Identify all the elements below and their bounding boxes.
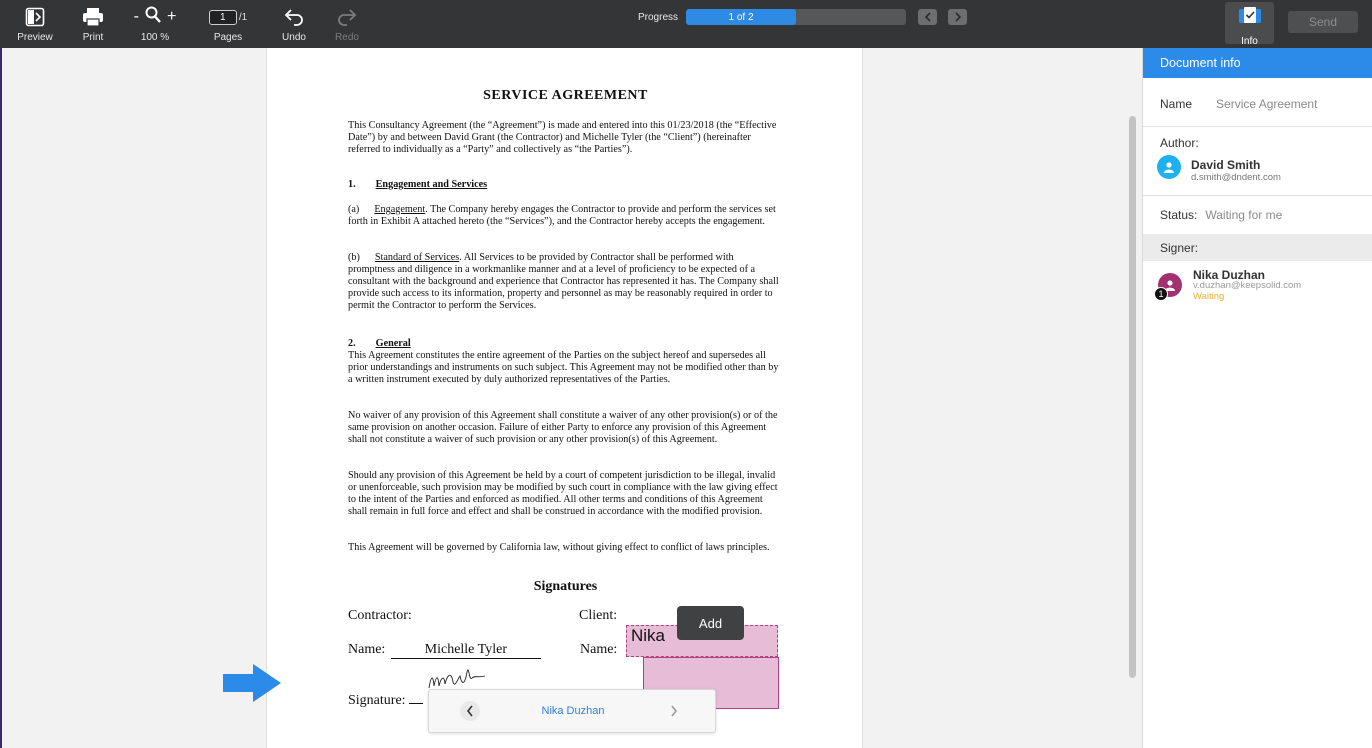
divider — [1143, 195, 1372, 196]
general-paragraph-2: No waiver of any provision of this Agreement shall constitute a waiver of any other provision(s) or of the same provision on another occasion. Failure of either Party to enforce any provision of this Agreement shall not constitute a waiver of such provision or any other provision(s) of this Agreement. — [348, 410, 778, 445]
signer-header: Signer: — [1143, 234, 1372, 261]
preview-icon — [25, 6, 45, 28]
divider — [1143, 126, 1372, 127]
client-name-label: Name: — [580, 642, 618, 657]
section-2-heading — [348, 338, 411, 349]
name-row — [1160, 97, 1317, 111]
next-signer-button[interactable] — [664, 701, 684, 721]
page-number-input[interactable]: 1 — [209, 10, 237, 25]
chevron-left-icon — [466, 705, 474, 717]
general-paragraph-3: Should any provision of this Agreement be held by a court of competent jurisdiction to be illegal, invalid or unenforceable, such provision may be modified by such court in compliance with the law giving effect to the intent of the Parties and enforced as modified. All other terms and conditions of this Agreement shall remain in full force and effect and shall be construed in accordance with the modified provision. — [348, 470, 778, 517]
paragraph-b-term: Standard of Services — [374, 252, 460, 263]
signature-line — [348, 693, 423, 709]
printer-icon — [82, 6, 104, 28]
undo-icon — [283, 6, 305, 28]
info-button[interactable] — [1225, 2, 1274, 47]
print-label: Print — [82, 32, 104, 43]
progress-bar — [686, 9, 906, 25]
signer-field-text: Nika — [631, 626, 666, 645]
document-page — [266, 48, 863, 748]
info-label: Info — [1241, 36, 1258, 47]
signer-selector — [428, 689, 716, 733]
status-label: Status: — [1160, 208, 1198, 222]
signer-order-badge: 1 — [1154, 287, 1168, 301]
document-title: SERVICE AGREEMENT — [483, 88, 648, 103]
author-email: d.smith@dndent.com — [1191, 172, 1281, 183]
progress-label: Progress — [638, 12, 679, 23]
toolbar — [0, 0, 1372, 48]
window-edge — [0, 48, 2, 748]
author-name: David Smith — [1191, 158, 1261, 172]
section-1-heading — [348, 179, 487, 190]
preview-button[interactable] — [16, 0, 54, 48]
zoom-level: 100 % — [140, 32, 170, 43]
section-2-number: 2. — [348, 338, 356, 349]
vertical-scrollbar[interactable] — [1129, 116, 1136, 678]
paragraph-a-term: Engagement — [374, 204, 426, 215]
section-1-title: Engagement and Services — [375, 179, 488, 190]
general-paragraph-4: This Agreement will be governed by California law, without giving effect to conflict of laws principles. — [348, 542, 770, 553]
signature-label: Signature: — [348, 693, 406, 708]
zoom-in-button[interactable]: + — [166, 8, 177, 25]
pages-label: Pages — [213, 32, 243, 43]
contractor-name-line — [348, 642, 541, 659]
name-label: Name — [1160, 97, 1193, 111]
contractor-name-label: Name: — [348, 642, 386, 657]
page-total: /1 — [238, 11, 248, 23]
redo-label: Redo — [335, 32, 359, 43]
paragraph-b-mark: (b) — [348, 252, 360, 263]
paragraph-a-mark: (a) — [348, 204, 360, 215]
zoom-out-button[interactable]: - — [133, 8, 139, 25]
undo-button[interactable] — [280, 0, 308, 48]
signer-status: Waiting — [1193, 291, 1225, 302]
status-row — [1160, 208, 1282, 222]
section-1-number: 1. — [348, 179, 356, 190]
paragraph-a-text: . The Company hereby engages the Contractor to provide and perform the services set forth in Exhibit A attached hereto (the “Services”), and the Contractor hereby accepts the engagement. — [348, 204, 776, 227]
author-avatar — [1157, 155, 1181, 179]
client-label: Client: — [579, 608, 618, 623]
panel-header: Document info — [1143, 48, 1372, 78]
contractor-name-value: Michelle Tyler — [391, 642, 541, 659]
chevron-left-icon — [924, 12, 932, 22]
progress-fill: 1 of 2 — [686, 9, 796, 25]
author-label: Author: — [1160, 136, 1199, 150]
document-info-panel — [1142, 48, 1372, 748]
status-value: Waiting for me — [1205, 208, 1283, 222]
person-icon — [1163, 161, 1175, 173]
chevron-right-icon — [954, 12, 962, 22]
intro-paragraph: This Consultancy Agreement (the “Agreement”) is made and entered into this 01/23/2018 (the “Effective Date”) by and between David Grant (the Contractor) and Michelle Tyler (the “Client”) (hereinafter referred to individually as a “Party” and collectively as “the Parties”). — [348, 120, 777, 155]
chevron-right-icon — [670, 705, 678, 717]
info-icon — [1238, 7, 1262, 32]
paragraph-b-text: . All Services to be provided by Contractor shall be performed with promptness and diligence in a workmanlike manner and at a level of proficiency to be expected of a consultant with the background and experience that Contractor has represented it has. The Company shall provide such access to its information, property and personnel as may be reasonably required in order to permit the Contractor to perform the Services. — [348, 252, 779, 311]
signer-selector-name[interactable]: Nika Duzhan — [541, 705, 605, 717]
signatures-heading — [267, 579, 864, 595]
arrow-right-icon — [223, 664, 283, 702]
redo-button[interactable] — [333, 0, 361, 48]
next-field-button[interactable] — [948, 9, 967, 25]
pages-control — [204, 0, 252, 48]
redo-icon — [336, 6, 358, 28]
general-paragraph-1: This Agreement constitutes the entire agreement of the Parties on the subject hereof and supersedes all prior understandings and instruments on such subject. This Agreement may not be modified other than by a written instrument executed by duly authorized representatives of the Parties. — [348, 350, 779, 385]
section-2-title: General — [375, 338, 411, 349]
signer-email: v.duzhan@keepsolid.com — [1193, 280, 1302, 291]
previous-signer-button[interactable] — [460, 701, 480, 721]
add-button[interactable]: Add — [677, 606, 744, 640]
magnifier-icon — [145, 6, 161, 28]
preview-label: Preview — [17, 32, 53, 43]
name-value: Service Agreement — [1216, 97, 1318, 111]
paragraph-b — [348, 252, 780, 312]
paragraph-a — [348, 204, 780, 228]
previous-field-button[interactable] — [918, 9, 937, 25]
send-button[interactable]: Send — [1288, 11, 1358, 33]
undo-label: Undo — [282, 32, 306, 43]
signer-name[interactable]: Nika Duzhan — [1193, 268, 1266, 282]
signatures-title: Signatures — [533, 579, 598, 594]
zoom-control — [126, 0, 184, 48]
contractor-label: Contractor: — [348, 608, 412, 623]
print-button[interactable] — [80, 0, 106, 48]
